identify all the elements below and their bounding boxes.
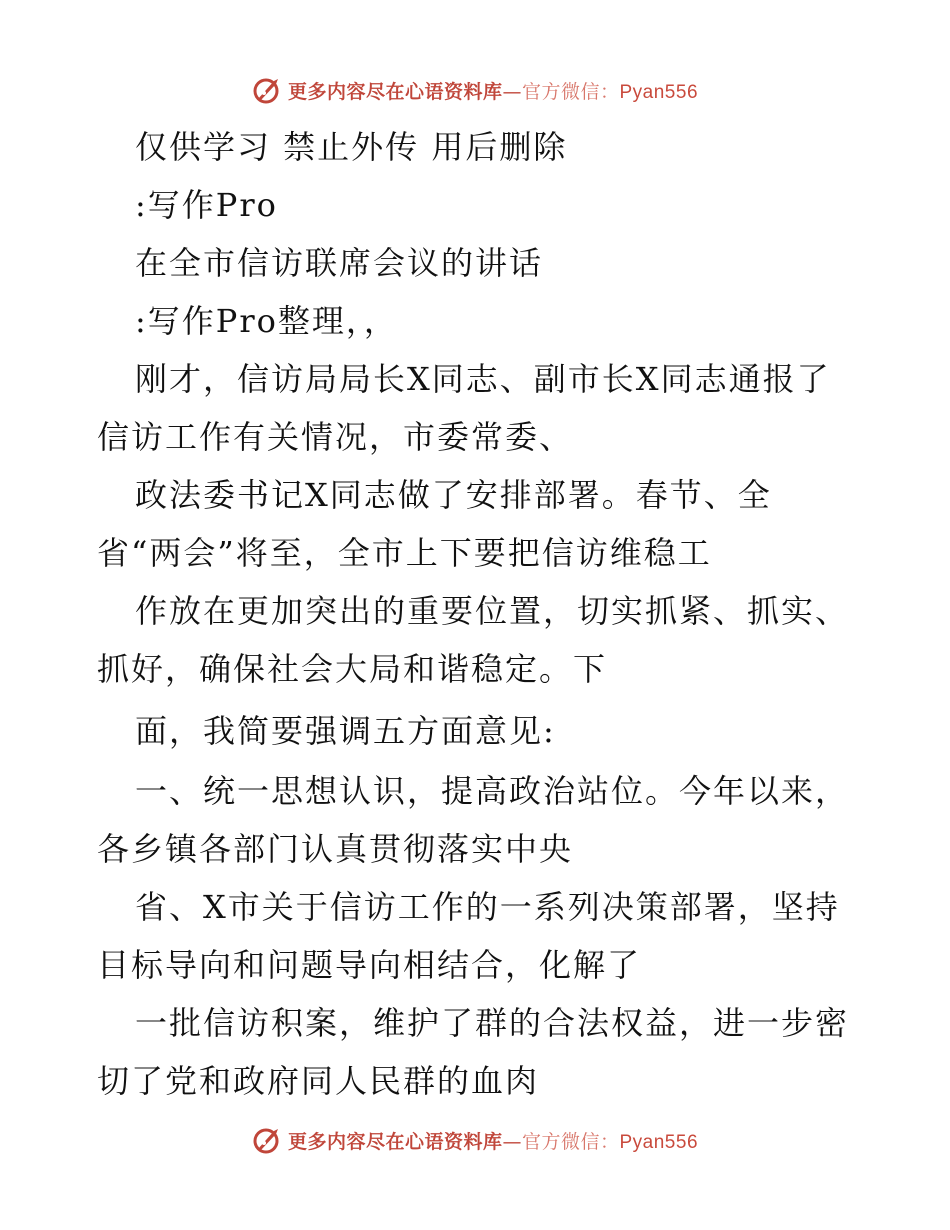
text-line: 省“两会”将至，全市上下要把信访维稳工 xyxy=(97,534,712,572)
text-line: 切了党和政府同人民群的血肉 xyxy=(97,1062,540,1100)
watermark-banner-bottom xyxy=(0,1120,950,1160)
watermark-account: Pyan556 xyxy=(619,1131,699,1153)
quill-logo-icon xyxy=(252,1125,282,1155)
text-line: 目标导向和问题导向相结合，化解了 xyxy=(97,946,642,984)
text-line: 面，我简要强调五方面意见: xyxy=(135,712,556,750)
text-line: :写作Pro xyxy=(135,186,278,224)
text-line: 在全市信访联席会议的讲话 xyxy=(135,244,544,282)
text-line: 信访工作有关情况，市委常委、 xyxy=(97,418,574,456)
text-line: 作放在更加突出的重要位置，切实抓紧、抓实、 xyxy=(135,592,850,630)
text-line: 政法委书记X同志做了安排部署。春节、全 xyxy=(135,476,772,514)
watermark-label: 官方微信： xyxy=(521,1130,620,1153)
text-line: 抓好，确保社会大局和谐稳定。下 xyxy=(97,650,608,688)
watermark-separator: — xyxy=(502,1130,522,1153)
text-line: 仅供学习 禁止外传 用后删除 xyxy=(135,128,568,166)
watermark-label: 官方微信： xyxy=(521,80,620,103)
watermark-account: Pyan556 xyxy=(619,81,699,103)
watermark-lead: 更多内容尽在心语资料库 xyxy=(287,80,503,103)
text-line: 一、统一思想认识，提高政治站位。今年以来， xyxy=(135,772,850,810)
text-line: 一批信访积案，维护了群的合法权益，进一步密 xyxy=(135,1004,850,1042)
text-line: 刚才，信访局局长X同志、副市长X同志通报了 xyxy=(135,360,831,398)
watermark-text xyxy=(288,1127,698,1154)
text-line: 省、X市关于信访工作的一系列决策部署，坚持 xyxy=(135,888,840,926)
watermark-lead: 更多内容尽在心语资料库 xyxy=(287,1130,503,1153)
text-line: 各乡镇各部门认真贯彻落实中央 xyxy=(97,830,574,868)
text-line: :写作Pro整理，， xyxy=(135,302,398,340)
watermark-separator: — xyxy=(502,80,522,103)
